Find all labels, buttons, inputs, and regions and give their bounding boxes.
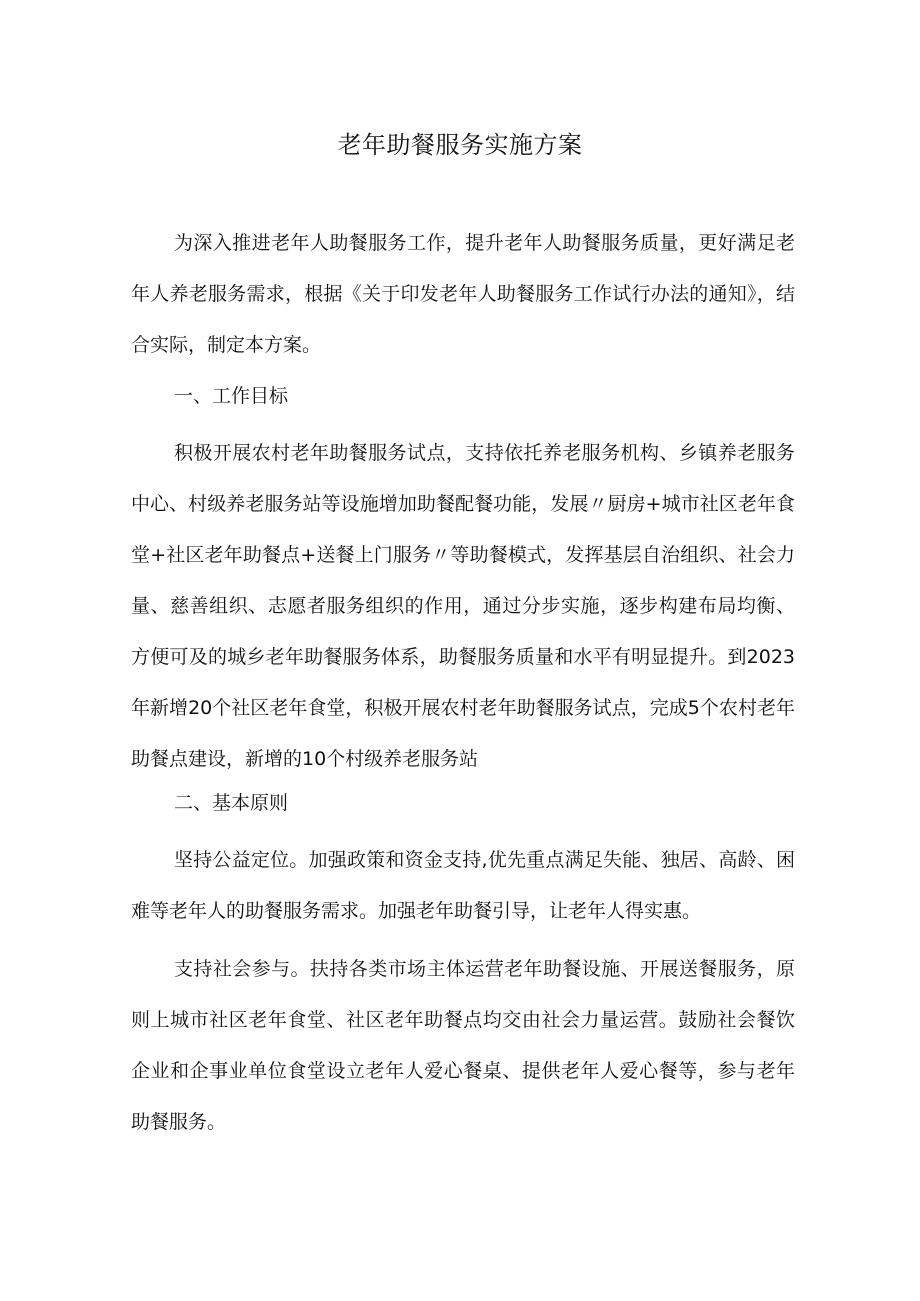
- section-2-paragraph-1: 坚持公益定位。加强政策和资金支持,优先重点满足失能、独居、高龄、困难等老年人的助餐服务需求。加强老年助餐引导，让老年人得实惠。: [131, 849, 795, 922]
- section-2-heading: 二、基本原则: [174, 792, 289, 814]
- document-title: 老年助餐服务实施方案: [337, 131, 583, 159]
- intro-paragraph: 为深入推进老年人助餐服务工作，提升老年人助餐服务质量，更好满足老年人养老服务需求，根据《关于印发老年人助餐服务工作试行办法的通知》，结合实际，制定本方案。: [131, 232, 795, 356]
- section-2-paragraph-2: 支持社会参与。扶持各类市场主体运营老年助餐设施、开展送餐服务，原则上城市社区老年食堂、社区老年助餐点均交由社会力量运营。鼓励社会餐饮企业和企事业单位食堂设立老年人爱心餐桌、提供老年人爱心餐等，参与老年助餐服务。: [131, 958, 795, 1133]
- section-1-paragraph: 积极开展农村老年助餐服务试点，支持依托养老服务机构、乡镇养老服务中心、村级养老服务站等设施增加助餐配餐功能，发展〃厨房+城市社区老年食堂+社区老年助餐点+送餐上门服务〃等助餐模式，发挥基层自治组织、社会力量、慈善组织、志愿者服务组织的作用，通过分步实施，逐步构建布局均衡、方便可及的城乡老年助餐服务体系，助餐服务质量和水平有明显提升。到2023年新增20个社区老年食堂，积极开展农村老年助餐服务试点，完成5个农村老年助餐点建设，新增的10个村级养老服务站: [131, 442, 795, 770]
- section-1-heading: 一、工作目标: [174, 385, 289, 407]
